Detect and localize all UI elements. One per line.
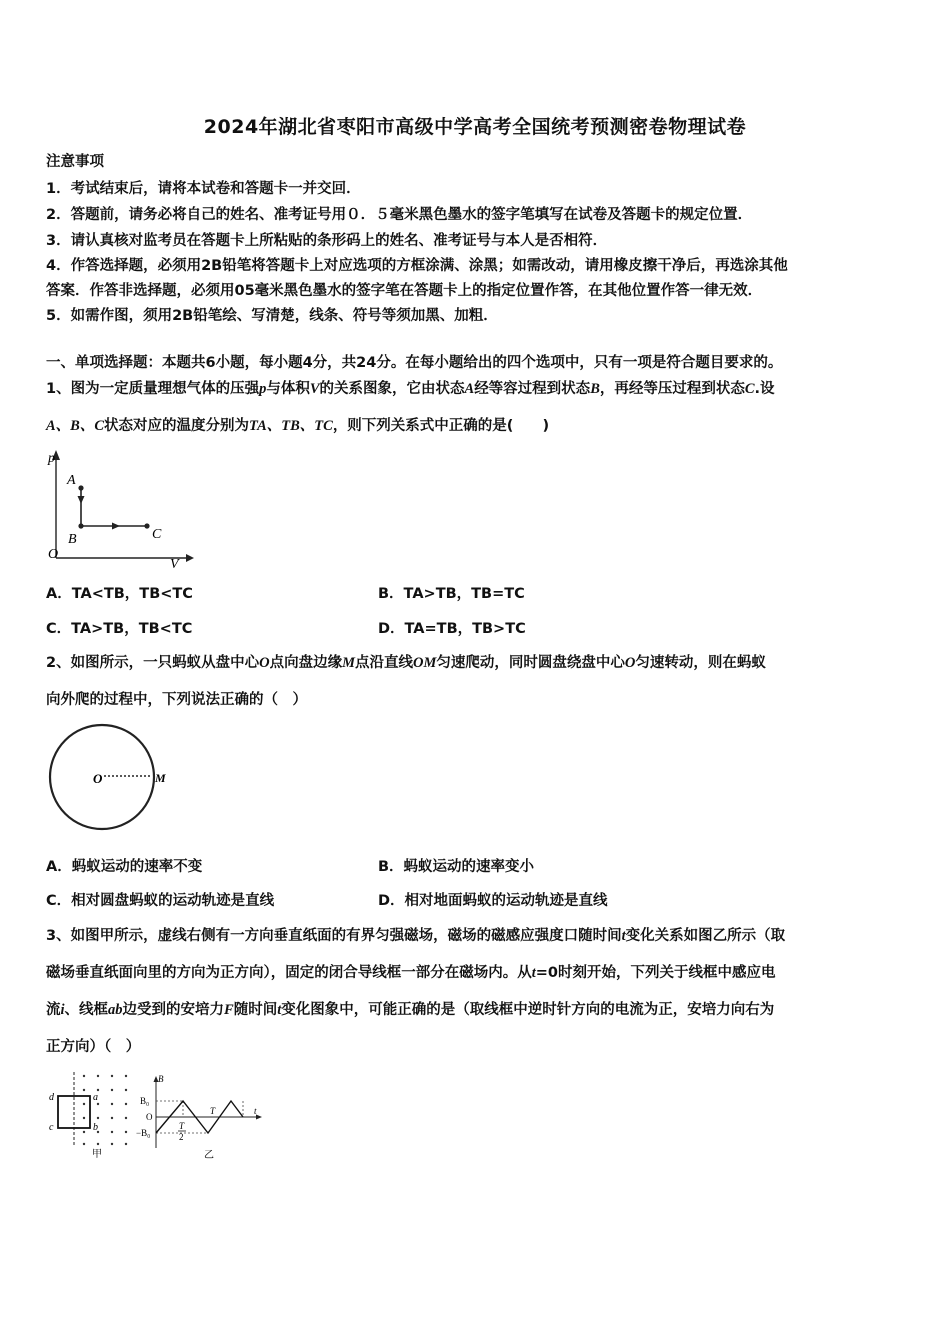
q3-stem-line4: 正方向）（ ） (46, 1039, 141, 1055)
q1-option-a[interactable]: A．TA<TB，TB<TC (46, 586, 193, 602)
q3-stem-line2: 磁场垂直纸面向里的方向为正方向），固定的闭合导线框一部分在磁场内。从t=0时刻开始，下列关于线框中感应电 (46, 965, 776, 981)
period-label: T (210, 1106, 216, 1116)
state-b-label: B (68, 532, 77, 547)
t-axis-label: t (254, 1106, 257, 1116)
notice-item-2: 2．答题前，请务必将自己的姓名、准考证号用０．５毫米黑色墨水的签字笔填写在试卷及答题卡的规定位置． (46, 207, 753, 223)
q3-figure-jia (46, 1068, 142, 1160)
notice-item-4: 4．作答选择题，必须用2B铅笔将答题卡上对应选项的方框涂满、涂黑；如需改动，请用橡皮擦干净后，再选涂其他 (46, 258, 788, 274)
frame-corner-d: d (49, 1092, 54, 1103)
v-axis-label: V (170, 557, 179, 570)
origin-o-label: O (146, 1112, 153, 1122)
process-b-to-c-arrow (112, 523, 120, 530)
notice-item-3: 3．请认真核对监考员在答题卡上所粘贴的条形码上的姓名、准考证号与本人是否相符． (46, 233, 608, 249)
b-axis-label: B (158, 1074, 164, 1084)
state-c-label: C (152, 527, 162, 542)
q1-option-c[interactable]: C．TA>TB，TB<TC (46, 621, 193, 637)
t-axis-arrow (256, 1115, 262, 1120)
page-title: 2024年湖北省枣阳市高级中学高考全国统考预测密卷物理试卷 (203, 116, 747, 138)
q2-option-c[interactable]: C．相对圆盘蚂蚁的运动轨迹是直线 (46, 893, 275, 909)
state-a-point (78, 485, 83, 490)
q1-stem-line1: 1、图为一定质量理想气体的压强p与体积V的关系图象，它由状态A经等容过程到状态B，再经等压过程到状态C.设 (46, 381, 775, 397)
q2-disk-figure (46, 720, 176, 840)
q3-figure-yi (136, 1072, 266, 1164)
neg-b0-label: −B₀ (136, 1128, 151, 1138)
q1-option-d[interactable]: D．TA=TB，TB>TC (378, 621, 526, 637)
q2-stem-line1: 2、如图所示，一只蚂蚁从盘中心O点向盘边缘M点沿直线OM匀速爬动，同时圆盘绕盘中心O匀速转动，则在蚂蚁 (46, 655, 766, 671)
half-period-denominator: 2 (179, 1132, 184, 1142)
notice-item-1: 1．考试结束后，请将本试卷和答题卡一并交回． (46, 181, 361, 197)
q2-option-a[interactable]: A．蚂蚁运动的速率不变 (46, 859, 203, 875)
process-a-to-b-arrow (78, 496, 85, 504)
b0-label: B₀ (140, 1096, 150, 1106)
state-a-label: A (67, 473, 76, 488)
notice-item-4-cont: 答案．作答非选择题，必须用05毫米黑色墨水的签字笔在答题卡上的指定位置作答，在其他位置作答一律无效． (46, 283, 763, 299)
frame-corner-b: b (93, 1122, 98, 1133)
half-period-numerator: T (179, 1121, 185, 1131)
section-heading: 一、单项选择题：本题共6小题，每小题4分，共24分。在每小题给出的四个选项中，只有一项是符合题目要求的。 (46, 355, 783, 371)
state-c-point (144, 523, 149, 528)
p-axis-label: p (48, 451, 55, 466)
q1-pv-graph (44, 446, 194, 570)
v-axis-arrow (186, 554, 194, 562)
q1-stem-line2: A、B、C状态对应的温度分别为TA、TB、TC，则下列关系式中正确的是( ) (46, 418, 550, 434)
figure-yi-label: 乙 (204, 1150, 214, 1161)
q3-stem-line3: 流i、线框ab边受到的安培力F随时间t变化图象中，可能正确的是（取线框中逆时针方向的电流为正，安培力向右为 (46, 1002, 775, 1018)
q3-stem-line1: 3、如图甲所示，虚线右侧有一方向垂直纸面的有界匀强磁场，磁场的磁感应强度口随时间t变化关系如图乙所示（取 (46, 928, 786, 944)
edge-m-label: M (155, 771, 166, 785)
frame-corner-a: a (93, 1092, 98, 1103)
notice-item-5: 5．如需作图，须用2B铅笔绘、写清楚，线条、符号等须加黑、加粗． (46, 308, 498, 324)
state-b-point (78, 523, 83, 528)
frame-corner-c: c (49, 1122, 54, 1133)
figure-jia-label: 甲 (92, 1149, 102, 1160)
center-o-label: O (93, 771, 103, 786)
q2-stem-line2: 向外爬的过程中，下列说法正确的（ ） (46, 692, 307, 708)
origin-label: O (48, 547, 59, 562)
q2-option-d[interactable]: D．相对地面蚂蚁的运动轨迹是直线 (378, 893, 608, 909)
q1-option-b[interactable]: B．TA>TB，TB=TC (378, 586, 525, 602)
q2-option-b[interactable]: B．蚂蚁运动的速率变小 (378, 859, 535, 875)
notice-heading: 注意事项 (46, 154, 104, 170)
